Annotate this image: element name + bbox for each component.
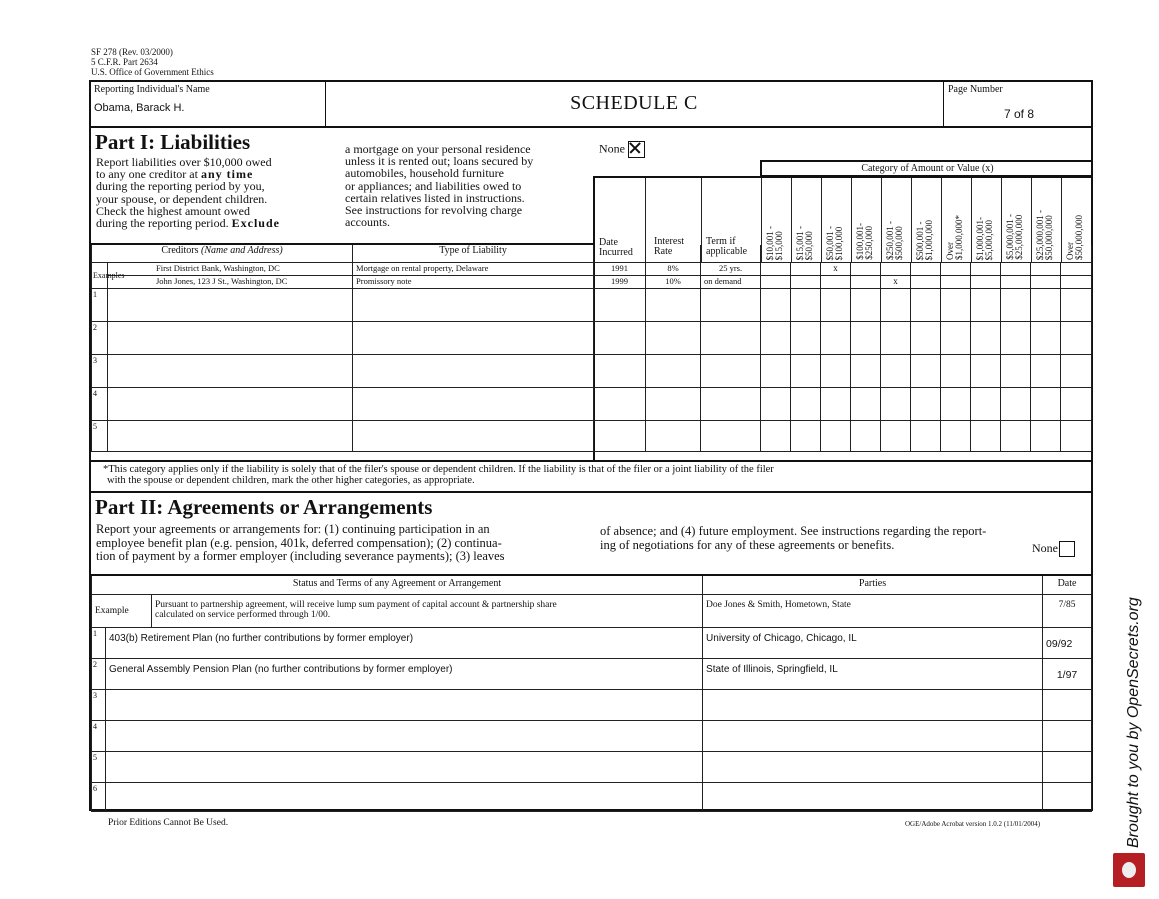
opensecrets-logo-icon	[1113, 853, 1145, 887]
part1-none	[599, 141, 645, 158]
liability-row: 3	[92, 354, 1092, 387]
amount-col-label: $250,001 - $500,000	[885, 221, 904, 260]
reporting-cell	[89, 80, 326, 126]
part2-intro-right: of absence; and (4) future employment. See instructions regarding the report- ing of negotiations for any of these agreements or benefits.	[600, 524, 987, 552]
reporting-label: Reporting Individual's Name	[94, 84, 210, 95]
example-label: Example	[92, 594, 152, 627]
watermark-text: Brought to you by OpenSecrets.org	[1125, 597, 1142, 848]
col-rate-label: Interest Rate	[654, 236, 684, 257]
col-date: Date	[1043, 576, 1092, 594]
examples-label: Examples	[92, 262, 108, 288]
agreement-date[interactable]: 09/92	[1043, 627, 1092, 658]
example-creditor: First District Bank, Washington, DC	[108, 262, 353, 275]
example-row-1	[92, 262, 1092, 275]
agreement-parties[interactable]: University of Chicago, Chicago, IL	[703, 627, 1043, 658]
amount-col-header	[881, 178, 911, 262]
example-date: 1991	[594, 262, 646, 275]
amount-col-label: $5,000,001 - $25,000,000	[1005, 214, 1024, 260]
amount-col-label: $10,001 - $15,000	[765, 225, 784, 260]
col-type: Type of Liability	[353, 245, 594, 262]
amount-col-header	[761, 178, 791, 262]
amount-col-label: $100,001- $250,000	[855, 223, 874, 260]
part2-title: Part II: Agreements or Arrangements	[95, 495, 433, 519]
part2-none-checkbox[interactable]	[1059, 541, 1075, 557]
part2-none	[1032, 541, 1075, 557]
agreement-row: 1 403(b) Retirement Plan (no further contributions by former employer) University of Chicago, Chicago, IL 09/92	[92, 627, 1092, 658]
col-date-label: Date Incurred	[599, 237, 633, 258]
cfr-reference: 5 C.F.R. Part 2634	[91, 57, 158, 67]
example-row-2	[92, 275, 1092, 288]
page-number-value[interactable]: 7 of 8	[1004, 107, 1035, 121]
liability-row: 4	[92, 387, 1092, 420]
part1-none-label: None	[599, 141, 625, 156]
reporting-name[interactable]: Obama, Barack H.	[94, 102, 185, 114]
amount-col-header	[1031, 178, 1061, 262]
amount-col-label: $50,001 - $100,000	[825, 225, 844, 260]
schedule-title: SCHEDULE C	[570, 92, 698, 114]
example-term: on demand	[701, 275, 761, 288]
amount-col-header	[1061, 178, 1091, 262]
amount-header-block	[593, 178, 1093, 262]
amount-col-label: $500,001 - $1,000,000	[915, 219, 934, 260]
example-type: Mortgage on rental property, Delaware	[353, 262, 594, 275]
footnote-line-1: *This category applies only if the liability is solely that of the filer's spouse or dependent children. If the liability is that of the filer or a joint liability of the filer	[103, 464, 774, 475]
footer-right: OGE/Adobe Acrobat version 1.0.2 (11/01/2004)	[905, 820, 1041, 828]
agreement-row: 3	[92, 689, 1092, 720]
liability-row: 1	[92, 288, 1092, 321]
part1-intro-left: Report liabilities over $10,000 owed to any one creditor at any time during the reporting period by you, your spouse, or dependent children. Check the highest amount owed during the reporting period. Exclude	[96, 155, 280, 231]
amount-col-header	[1001, 178, 1031, 262]
amount-col-label: Over $1,000,000*	[945, 215, 964, 260]
agency-name: U.S. Office of Government Ethics	[91, 67, 214, 77]
agreement-status[interactable]: 403(b) Retirement Plan (no further contributions by former employer)	[106, 627, 703, 658]
agreement-parties[interactable]: State of Illinois, Springfield, IL	[703, 658, 1043, 689]
amount-col-header	[971, 178, 1001, 262]
example-rate: 10%	[646, 275, 701, 288]
amount-col-label: $15,001 - $50,000	[795, 225, 814, 260]
example-type: Promissory note	[353, 275, 594, 288]
liability-row: 2	[92, 321, 1092, 354]
example-rate: 8%	[646, 262, 701, 275]
amount-col-header	[851, 178, 881, 262]
amount-col-header	[821, 178, 851, 262]
agreement-status[interactable]: General Assembly Pension Plan (no further contributions by former employer)	[106, 658, 703, 689]
liabilities-table	[91, 245, 1092, 452]
part1-none-checkbox[interactable]	[628, 141, 645, 158]
example-creditor: John Jones, 123 J St., Washington, DC	[108, 275, 353, 288]
agreement-row: 2 General Assembly Pension Plan (no further contributions by former employer) State of Illinois, Springfield, IL 1/97	[92, 658, 1092, 689]
amount-col-header	[791, 178, 821, 262]
part2-none-label: None	[1032, 541, 1058, 555]
agreement-row: 6	[92, 782, 1092, 811]
agreements-header-row	[92, 576, 1092, 594]
page-number-cell	[943, 80, 1092, 126]
header-row	[89, 80, 1093, 128]
part1-title: Part I: Liabilities	[95, 130, 251, 154]
liability-row: 5	[92, 420, 1092, 451]
agreements-table	[91, 576, 1092, 812]
example-mark: x	[881, 275, 911, 288]
category-header: Category of Amount or Value (x)	[760, 160, 1093, 177]
agreement-date[interactable]: 1/97	[1043, 658, 1092, 689]
amount-col-label: $1,000,001- $5,000,000	[975, 216, 994, 260]
part2-intro-left: Report your agreements or arrangements for: (1) continuing participation in an employee benefit plan (e.g. pension, 401k, deferred compensation); (2) continua- tion of payment by a former employer (including severance payments); (3) leaves	[96, 522, 505, 563]
col-term-label: Term if applicable	[706, 236, 748, 257]
part1-intro-right: a mortgage on your personal residence unless it is rented out; loans secured by automobiles, household furniture or appliances; and liabilities owed to certain relatives listed in instructions. See instructions for revolving charge accounts.	[345, 142, 534, 230]
col-creditors: Creditors (Name and Address)	[92, 245, 353, 262]
col-parties: Parties	[703, 576, 1043, 594]
example-date: 1999	[594, 275, 646, 288]
agreement-example-row	[92, 594, 1092, 627]
col-status: Status and Terms of any Agreement or Arrangement	[92, 576, 703, 594]
agreement-row: 4	[92, 720, 1092, 751]
amount-col-header	[941, 178, 971, 262]
example-mark: x	[821, 262, 851, 275]
footnote-line-2: with the spouse or dependent children, mark the other higher categories, as appropriate.	[107, 475, 475, 486]
example-parties: Doe Jones & Smith, Hometown, State	[703, 594, 1043, 627]
amount-col-label: Over $50,000,000	[1065, 215, 1084, 260]
page-number-label: Page Number	[948, 84, 1003, 95]
amount-col-label: $25,000,001 - $50,000,000	[1035, 209, 1054, 260]
agreement-row: 5	[92, 751, 1092, 782]
example-status: Pursuant to partnership agreement, will receive lump sum payment of capital account & partnership share calculated on service performed through 1/00.	[152, 594, 703, 627]
example-term: 25 yrs.	[701, 262, 761, 275]
example-date: 7/85	[1043, 594, 1092, 627]
part1-footnote	[89, 460, 1093, 493]
form-id: SF 278 (Rev. 03/2000)	[91, 47, 173, 57]
amount-col-header	[911, 178, 941, 262]
footer-left: Prior Editions Cannot Be Used.	[108, 818, 229, 828]
